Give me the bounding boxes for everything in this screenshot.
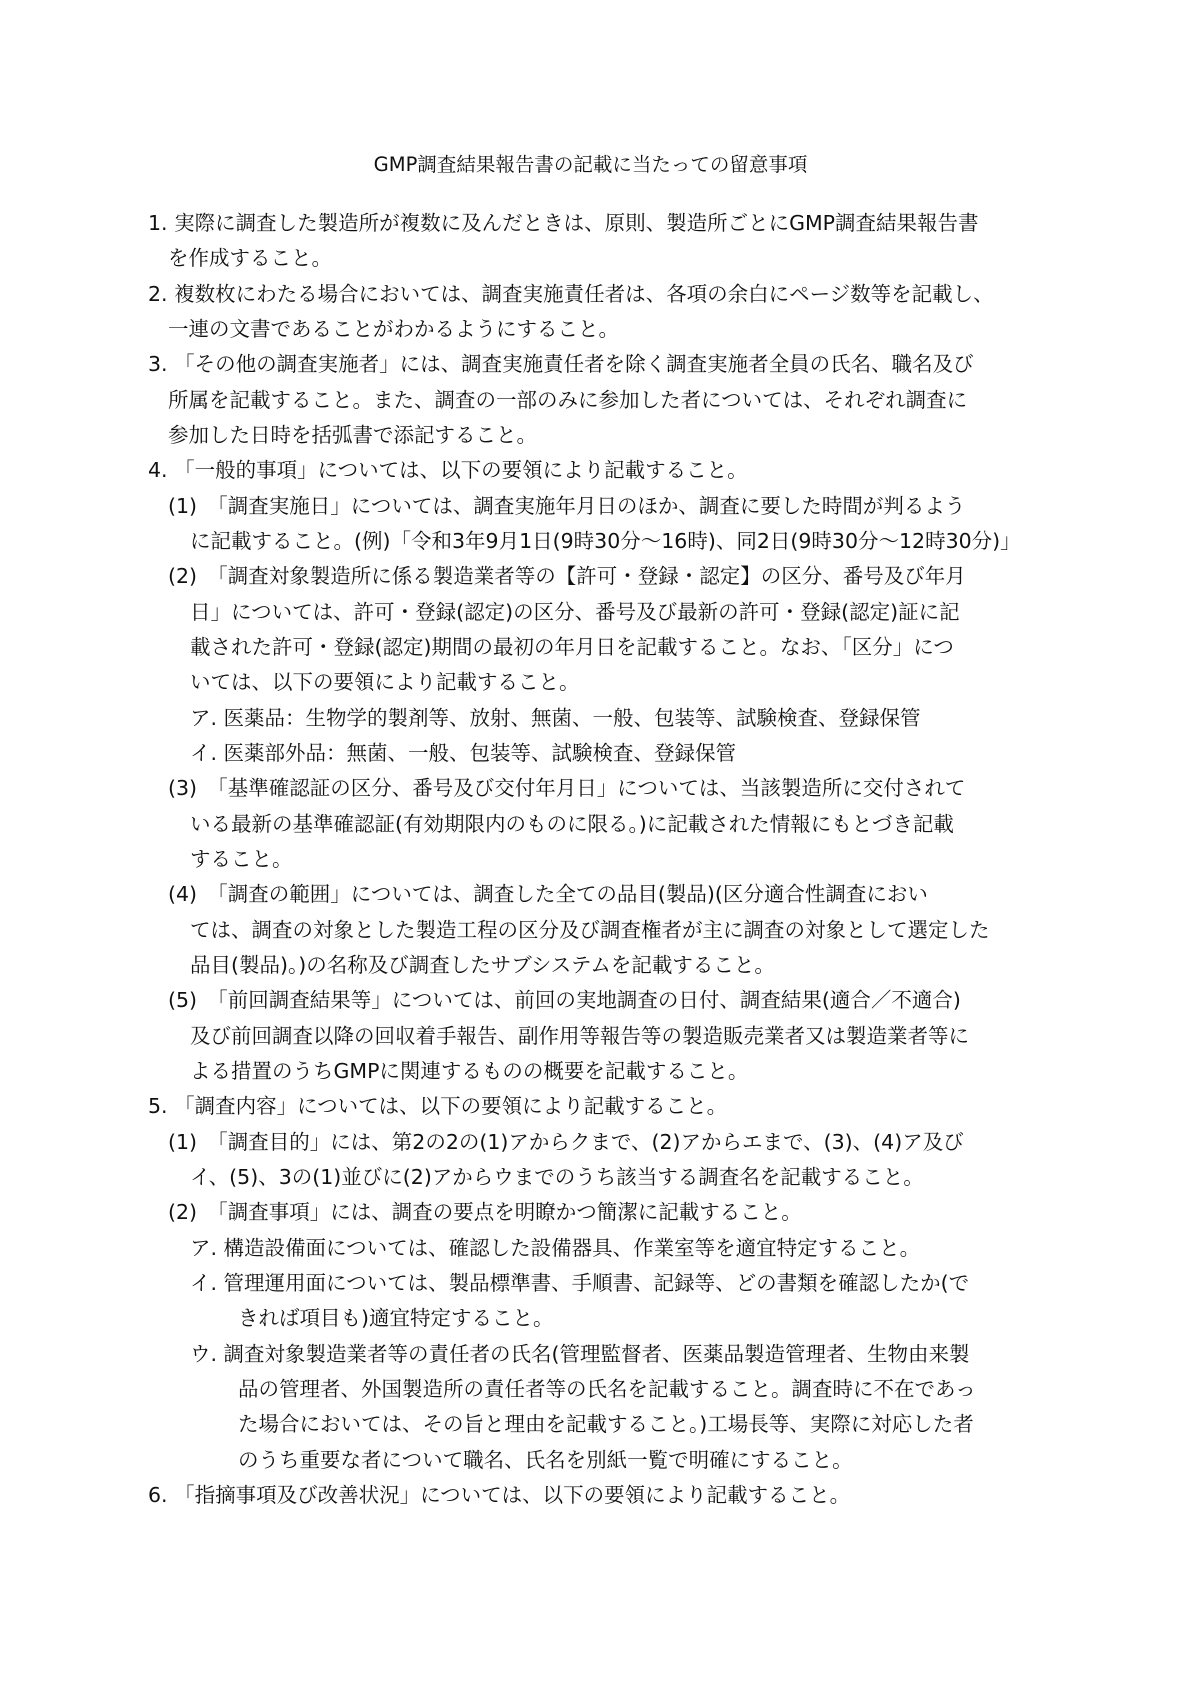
line: (2) 「調査対象製造所に係る製造業者等の【許可・登録・認定】の区分、番号及び年月: [168, 564, 966, 588]
line: ア. 医薬品：生物学的製剤等、放射、無菌、一般、包装等、試験検査、登録保管: [190, 706, 921, 730]
line: イ. 医薬部外品：無菌、一般、包装等、試験検査、登録保管: [190, 741, 737, 765]
line: 2. 複数枚にわたる場合においては、調査実施責任者は、各項の余白にページ数等を記載し、: [148, 282, 994, 306]
line: に記載すること。(例)「令和3年9月1日(9時30分～16時)、同2日(9時30分～12時30分)」: [190, 529, 1021, 553]
line: よる措置のうちGMPに関連するものの概要を記載すること。: [190, 1059, 749, 1083]
line: いる最新の基準確認証(有効期限内のものに限る。)に記載された情報にもとづき記載: [190, 812, 954, 836]
line: 1. 実際に調査した製造所が複数に及んだときは、原則、製造所ごとにGMP調査結果報告書: [148, 211, 979, 235]
line: 品の管理者、外国製造所の責任者等の氏名を記載すること。調査時に不在であっ: [238, 1377, 976, 1401]
line: (5) 「前回調査結果等」については、前回の実地調査の日付、調査結果(適合／不適合): [168, 988, 961, 1012]
line: いては、以下の要領により記載すること。: [190, 670, 580, 694]
line: 所属を記載すること。また、調査の一部のみに参加した者については、それぞれ調査に: [168, 388, 968, 412]
line: ウ. 調査対象製造業者等の責任者の氏名(管理監督者、医薬品製造管理者、生物由来製: [190, 1342, 970, 1366]
line: 日」については、許可・登録(認定)の区分、番号及び最新の許可・登録(認定)証に記: [190, 600, 960, 624]
line: イ. 管理運用面については、製品標準書、手順書、記録等、どの書類を確認したか(で: [190, 1271, 970, 1295]
line: 4. 「一般的事項」については、以下の要領により記載すること。: [148, 458, 748, 482]
line: ア. 構造設備面については、確認した設備器具、作業室等を適宜特定すること。: [190, 1236, 921, 1260]
line: (1) 「調査目的」には、第2の2の(1)アからクまで、(2)アからエまで、(3)、(4)ア及び: [168, 1130, 964, 1154]
line: ては、調査の対象とした製造工程の区分及び調査権者が主に調査の対象として選定した: [190, 918, 990, 942]
line: イ、(5)、3の(1)並びに(2)アからウまでのうち該当する調査名を記載すること。: [190, 1165, 924, 1189]
line: 3. 「その他の調査実施者」には、調査実施責任者を除く調査実施者全員の氏名、職名及び: [148, 352, 974, 376]
line: (4) 「調査の範囲」については、調査した全ての品目(製品)(区分適合性調査におい: [168, 882, 928, 906]
line: 品目(製品)。)の名称及び調査したサブシステムを記載すること。: [190, 953, 775, 977]
line: 6. 「指摘事項及び改善状況」については、以下の要領により記載すること。: [148, 1483, 851, 1507]
line: (1) 「調査実施日」については、調査実施年月日のほか、調査に要した時間が判るよう: [168, 494, 966, 518]
line: を作成すること。: [168, 246, 332, 270]
line: (3) 「基準確認証の区分、番号及び交付年月日」については、当該製造所に交付されて: [168, 776, 966, 800]
line: 一連の文書であることがわかるようにすること。: [168, 317, 619, 341]
line: 及び前回調査以降の回収着手報告、副作用等報告等の製造販売業者又は製造業者等に: [190, 1024, 969, 1048]
line: 5. 「調査内容」については、以下の要領により記載すること。: [148, 1094, 728, 1118]
line: た場合においては、その旨と理由を記載すること。)工場長等、実際に対応した者: [238, 1412, 974, 1436]
line: (2) 「調査事項」には、調査の要点を明瞭かつ簡潔に記載すること。: [168, 1200, 802, 1224]
line: のうち重要な者について職名、氏名を別紙一覧で明確にすること。: [238, 1448, 853, 1472]
line: きれば項目も)適宜特定すること。: [238, 1306, 554, 1330]
line: すること。: [190, 847, 293, 871]
line: 参加した日時を括弧書で添記すること。: [168, 423, 537, 447]
document-title: GMP調査結果報告書の記載に当たっての留意事項: [373, 153, 808, 176]
line: 載された許可・登録(認定)期間の最初の年月日を記載すること。なお、「区分」につ: [190, 635, 954, 659]
